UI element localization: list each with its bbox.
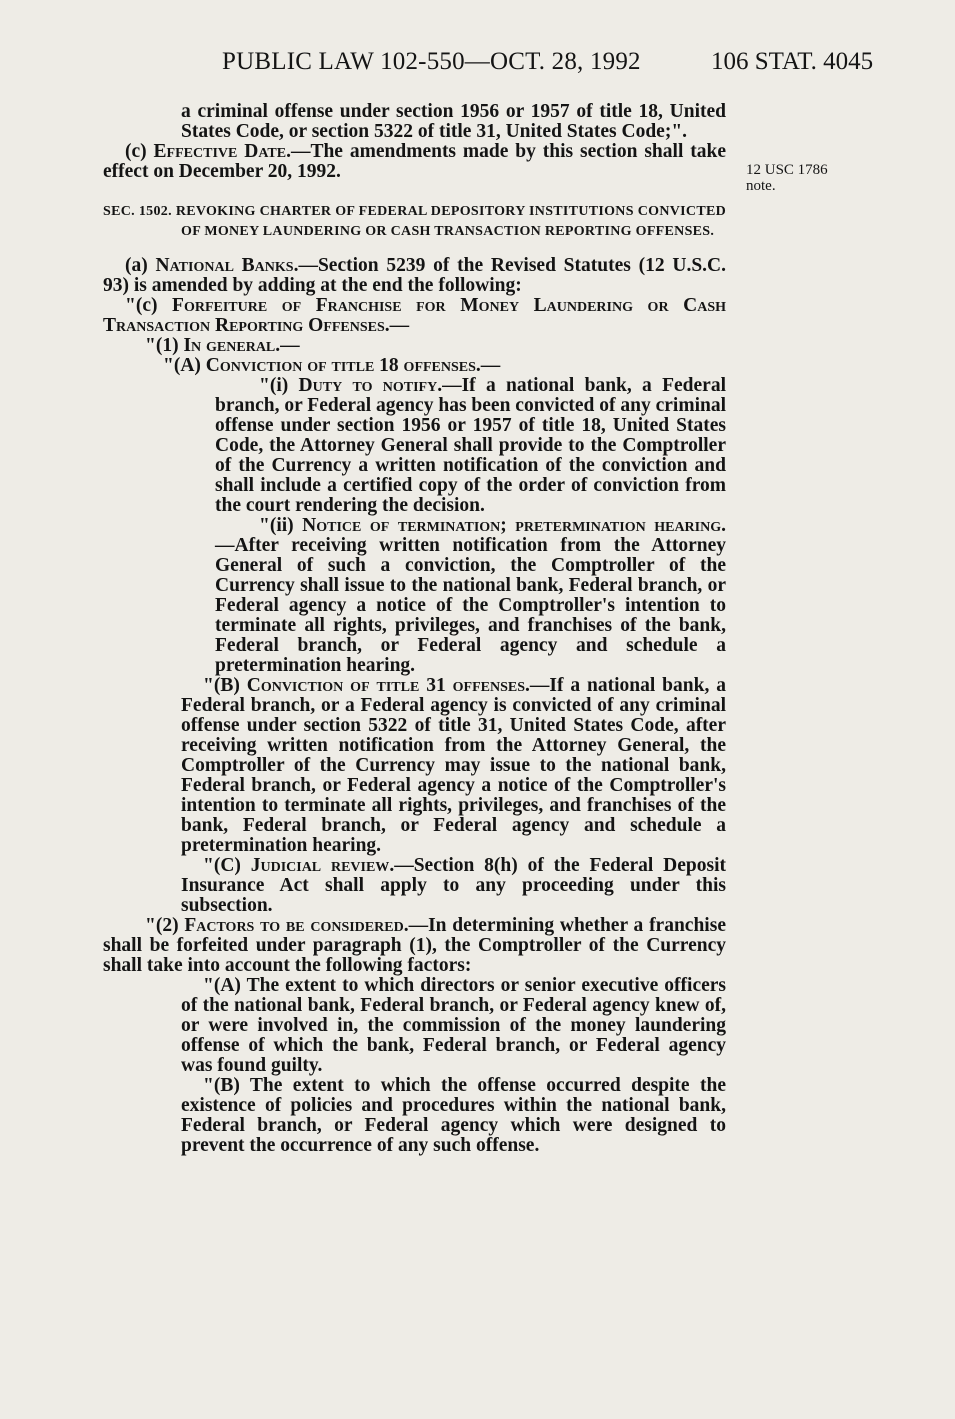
paragraph-1: "(1) In general.— bbox=[145, 335, 300, 356]
running-header-title: PUBLIC LAW 102-550—OCT. 28, 1992 bbox=[222, 48, 641, 75]
paragraph-2A: "(A) The extent to which directors or senior executive officers of the national bank, Federal branch, or Federal agency knew of, or were involved in, the commission of the money laundering offense of which the bank, Federal branch, or Federal agency was found guilty. bbox=[181, 975, 726, 1076]
section-title: REVOKING CHARTER OF FEDERAL DEPOSITORY INSTITUTIONS CONVICTED OF MONEY LAUNDERING OR CASH TRANSACTION REPORTING OFFENSES. bbox=[175, 204, 726, 239]
clause-heading: Duty to notify bbox=[298, 375, 438, 396]
paragraph-1C: "(C) Judicial review.—Section 8(h) of the Federal Deposit Insurance Act shall apply to any proceeding under this subsection. bbox=[181, 855, 726, 916]
section-heading bbox=[103, 202, 726, 242]
paragraph-1B: "(B) Conviction of title 31 offenses.—If a national bank, a Federal branch, or a Federal agency is convicted of any criminal offense under section 5322 of title 31, United States Code, after receiving written notification from the Attorney General, the Comptroller of the Currency may issue to the national bank, Federal branch, or Federal agency a notice of the Comptroller's intention to terminate all rights, privileges, and franchises of the bank, Federal branch, or Federal agency and schedule a pretermination hearing. bbox=[181, 675, 726, 856]
paragraph-heading: Judicial review bbox=[250, 855, 390, 876]
paragraph-heading: Conviction of title 31 offenses bbox=[246, 675, 525, 696]
margin-note bbox=[746, 162, 856, 194]
margin-note-label: note. bbox=[746, 178, 776, 194]
paragraph-heading: Conviction of title 18 offenses bbox=[205, 355, 476, 376]
paragraph-heading: Factors to be considered bbox=[184, 915, 404, 936]
subsection-heading: National Banks bbox=[155, 255, 294, 276]
clause-heading: Notice of termination; pretermination hearing bbox=[302, 515, 722, 536]
statute-page-number: 106 STAT. 4045 bbox=[711, 48, 874, 75]
subsection-heading: Forfeiture of Franchise for Money Laundering or Cash Transaction Reporting Offenses bbox=[103, 295, 726, 336]
continued-paragraph: a criminal offense under section 1956 or 1957 of title 18, United States Code, or section 5322 of title 31, United States Code;". bbox=[181, 101, 726, 142]
paragraph-2: "(2) Factors to be considered.—In determining whether a franchise shall be forfeited under paragraph (1), the Comptroller of the Currency shall take into account the following factors: bbox=[103, 915, 726, 976]
subsection-a: (a) National Banks.—Section 5239 of the Revised Statutes (12 U.S.C. 93) is amended by adding at the end the following: bbox=[103, 255, 726, 296]
paragraph-2B: "(B) The extent to which the offense occurred despite the existence of policies and procedures within the national bank, Federal branch, or Federal agency which were designed to prevent the occurrence of any such offense. bbox=[181, 1075, 726, 1156]
clause-ii: "(ii) Notice of termination; pretermination hearing.—After receiving written notification from the Attorney General of such a conviction, the Comptroller of the Currency shall issue to the national bank, Federal branch, or Federal agency a notice of the Comptroller's intention to terminate all rights, privileges, and franchises of the bank, Federal branch, or Federal agency and schedule a pretermination hearing. bbox=[215, 515, 726, 676]
subsection-heading: Effective Date bbox=[153, 141, 287, 162]
clause-i: "(i) Duty to notify.—If a national bank, a Federal branch, or Federal agency has been convicted of any criminal offense under section 1956 or 1957 of title 18, United States Code, the Attorney General shall provide to the Comptroller of the Currency a written notification of the conviction and shall include a certified copy of the order of conviction from the court rendering the decision. bbox=[215, 375, 726, 516]
section-number: SEC. 1502. bbox=[103, 204, 176, 219]
margin-note-citation: 12 USC 1786 bbox=[746, 162, 828, 178]
document-body bbox=[103, 102, 726, 1156]
paragraph-1A: "(A) Conviction of title 18 offenses.— bbox=[163, 355, 501, 376]
subsection-c: (c) Effective Date.—The amendments made by this section shall take effect on December 20, 1992. bbox=[103, 141, 726, 182]
paragraph-heading: In general bbox=[183, 335, 276, 356]
quoted-subsection-c: "(c) Forfeiture of Franchise for Money Laundering or Cash Transaction Reporting Offenses.— bbox=[103, 295, 726, 336]
